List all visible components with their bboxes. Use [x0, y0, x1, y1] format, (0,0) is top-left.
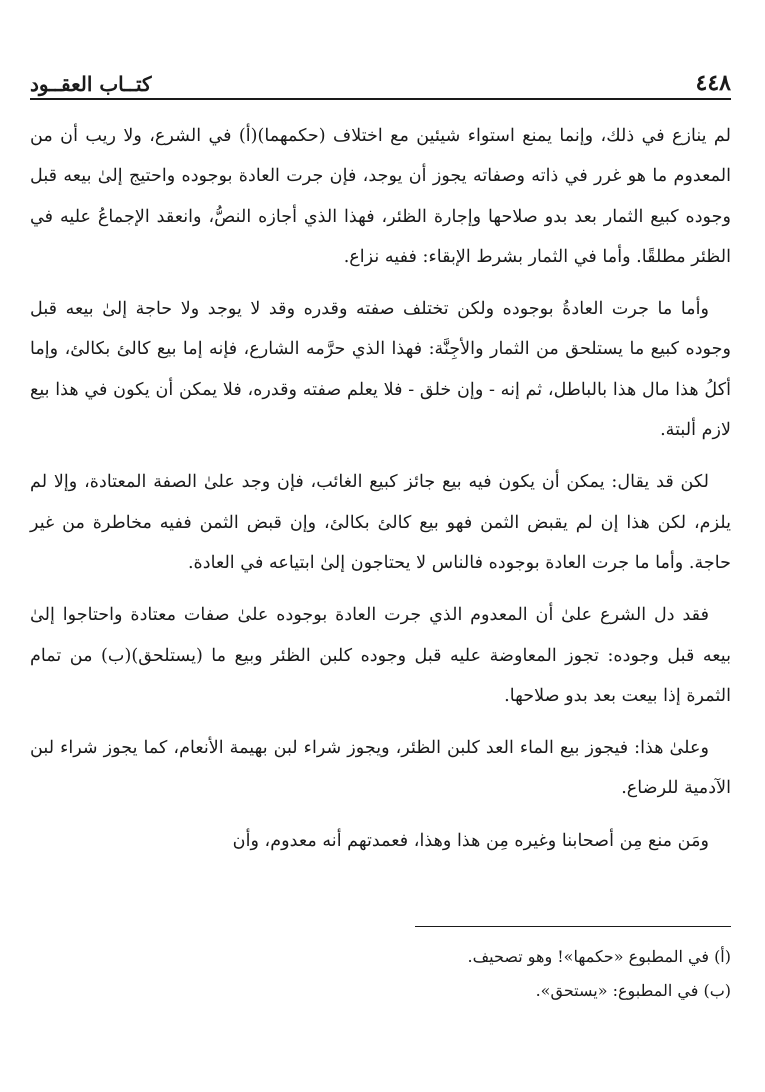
paragraph: ومَن منع مِن أصحابنا وغيره مِن هذا وهذا، فعمدتهم أنه معدوم، وأن — [232, 830, 709, 851]
footnotes — [30, 940, 731, 1008]
page-header — [30, 64, 731, 100]
footnote-divider — [415, 926, 731, 927]
paragraph: وأما ما جرت العادةُ بوجوده ولكن تختلف صفته وقدره وقد لا يوجد ولا حاجة إلىٰ بيعه قبل وجوده كبيع ما يستلحق من الثمار والأجِنَّة: فهذا الذي حرَّمه الشارع، فإنه إما بيع كالئ بكالئ، وإما أكلُ هذا مال هذا بالباطل، ثم إنه - وإن خلق - فلا يعلم صفته وقدره، فلا يمكن أن يكون في هذا بيع لازم ألبتة. — [30, 299, 731, 441]
paragraph: فقد دل الشرع علىٰ أن المعدوم الذي جرت العادة بوجوده علىٰ صفات معتادة واحتاجوا إلىٰ بيعه قبل وجوده: تجوز المعاوضة عليه قبل وجوده كلبن الظئر وبيع ما (يستلحق)(ب) من تمام الثمرة إذا بيعت بعد بدو صلاحها. — [30, 605, 731, 706]
footnote: (ب) في المطبوع: «يستحق». — [535, 981, 731, 1000]
paragraph: لكن قد يقال: يمكن أن يكون فيه بيع جائز كبيع الغائب، فإن وجد علىٰ الصفة المعتادة، وإلا لم يلزم، لكن هذا إن لم يقبض الثمن فهو بيع كالئ بكالئ، وإن قبض الثمن ففيه مخاطرة من غير حاجة. وأما ما جرت العادة بوجوده فالناس لا يحتاجون إلىٰ ابتياعه في العادة. — [30, 472, 731, 573]
paragraph: لم ينازع في ذلك، وإنما يمنع استواء شيئين مع اختلاف (حكمهما)(أ) في الشرع، ولا ريب أن من المعدوم ما هو غرر في ذاته وصفاته يجوز أن يوجد، فإن جرت العادة بوجوده واحتيج إلىٰ بيعه قبل وجوده كبيع الثمار بعد بدو صلاحها وإجارة الظئر، فهذا الذي أجازه النصُّ، وانعقد الإجماعُ عليه في الظئر مطلقًا. وأما في الثمار بشرط الإبقاء: ففيه نزاع. — [30, 126, 731, 267]
page-number: ٤٤٨ — [695, 70, 731, 96]
book-title: كتــاب العقــود — [30, 72, 152, 96]
main-text — [30, 116, 731, 873]
footnote: (أ) في المطبوع «حكمها»! وهو تصحيف. — [467, 947, 731, 966]
paragraph: وعلىٰ هذا: فيجوز بيع الماء العد كلبن الظئر، ويجوز شراء لبن بهيمة الأنعام، كما يجوز شراء لبن الآدمية للرضاع. — [30, 738, 731, 799]
